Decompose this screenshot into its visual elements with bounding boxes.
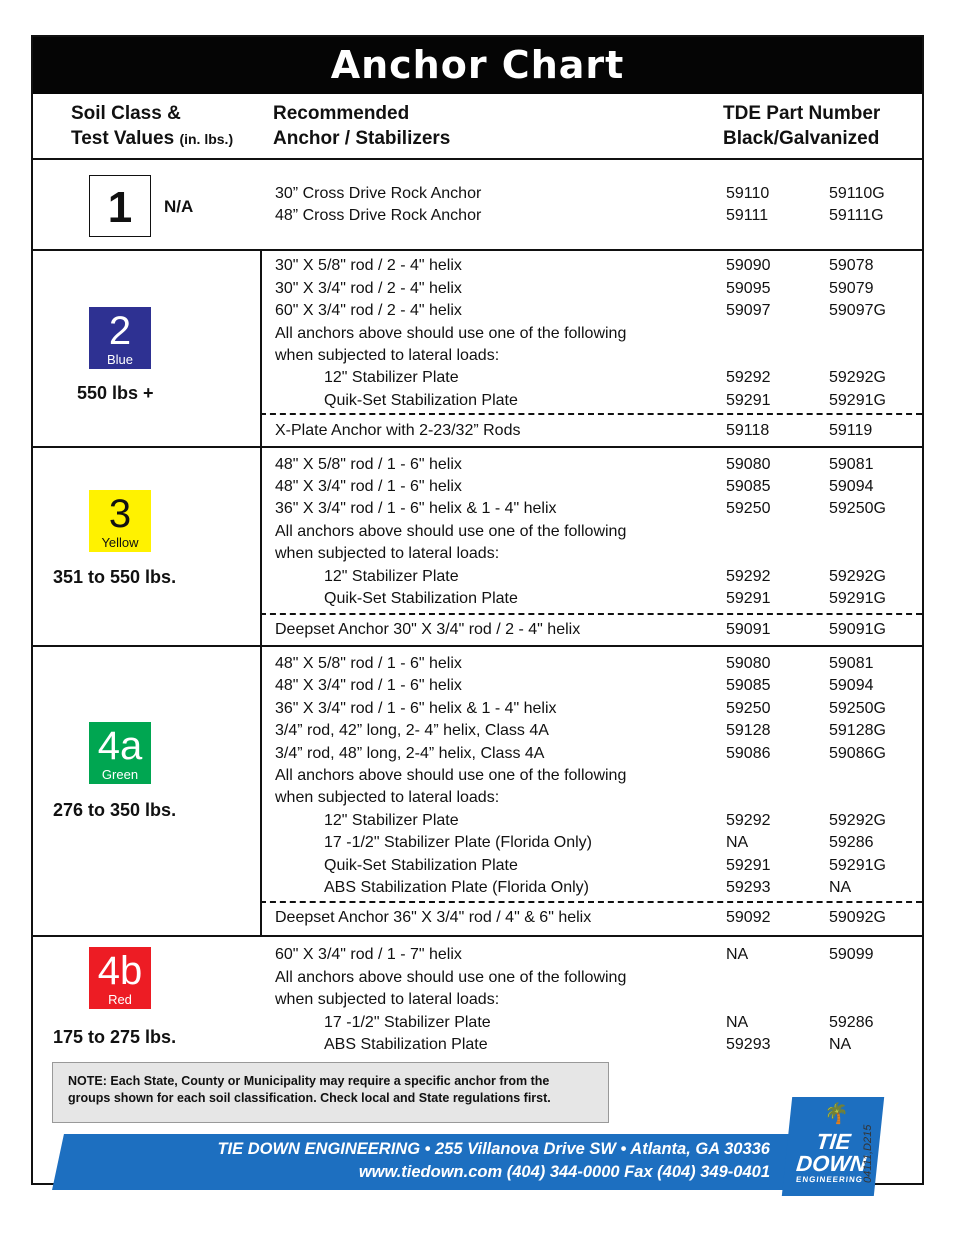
part-number-black: 59292 (726, 568, 771, 585)
dashed-divider (260, 901, 922, 903)
section-rule (260, 447, 262, 645)
soil-class-2-value: 550 lbs + (77, 383, 154, 403)
soil-class-1-value: N/A (164, 197, 194, 216)
anchor-header-line2: Anchor / Stabilizers (273, 128, 451, 149)
part-number-black: 59110 (726, 185, 770, 202)
part-number-galvanized: 59092G (829, 909, 886, 926)
note-line: NOTE: Each State, County or Municipality may require a specific anchor from the (68, 1074, 550, 1088)
anchor-description: All anchors above should use one of the following (275, 523, 627, 540)
anchor-description: 60" X 3/4" rod / 1 - 7" helix (275, 946, 462, 963)
dashed-divider (260, 413, 922, 415)
anchor-row (275, 300, 915, 322)
anchor-description: 30" X 3/4" rod / 2 - 4" helix (275, 280, 462, 297)
anchor-description: 30" X 5/8" rod / 2 - 4" helix (275, 257, 462, 274)
section-divider (33, 935, 922, 937)
part-number-black: 59128 (726, 722, 771, 739)
anchor-row (275, 566, 915, 588)
part-number-galvanized: 59286 (829, 834, 874, 851)
palm-tree-icon: 🌴 (822, 1103, 851, 1125)
part-header-line1: TDE Part Number (723, 103, 881, 124)
part-number-black: 59111 (726, 207, 769, 224)
anchor-description: ABS Stabilization Plate (324, 1036, 488, 1053)
anchor-row (275, 498, 915, 520)
anchor-description: X-Plate Anchor with 2-23/32” Rods (275, 422, 521, 439)
part-number-black: 59293 (726, 879, 771, 896)
anchor-description: ABS Stabilization Plate (Florida Only) (324, 879, 589, 896)
header-divider (33, 158, 922, 160)
part-number-galvanized: 59079 (829, 280, 874, 297)
part-number-black: 59090 (726, 257, 771, 274)
anchor-description: Quik-Set Stabilization Plate (324, 857, 518, 874)
part-number-galvanized: 59081 (829, 456, 874, 473)
note-line: groups shown for each soil classification. Check local and State regulations first. (68, 1091, 551, 1105)
anchor-row (275, 323, 915, 345)
soil-class-4b-badge (89, 947, 151, 1009)
anchor-row (275, 521, 915, 543)
part-number-black: 59086 (726, 745, 771, 762)
part-number-black: NA (726, 834, 749, 851)
part-number-galvanized: 59119 (829, 422, 873, 439)
anchor-row (275, 420, 915, 442)
soil-header-unit: (in. lbs.) (179, 131, 234, 147)
section-divider (33, 249, 922, 251)
soil-class-number: 2 (108, 309, 132, 353)
part-number-black: 59080 (726, 655, 771, 672)
soil-class-4a-value: 276 to 350 lbs. (53, 800, 177, 820)
soil-class-3-badge (89, 490, 151, 552)
anchor-row (275, 205, 915, 227)
part-number-black: 59085 (726, 677, 771, 694)
anchor-row (275, 967, 915, 989)
anchor-row (275, 454, 915, 476)
part-number-galvanized: 59292G (829, 369, 886, 386)
part-number-black: 59250 (726, 700, 771, 717)
part-number-galvanized: 59078 (829, 257, 874, 274)
part-number-black: 59092 (726, 909, 771, 926)
anchor-description: Deepset Anchor 36" X 3/4" rod / 4" & 6" helix (275, 909, 592, 926)
logo-line: TIE (815, 1129, 852, 1154)
part-number-galvanized: 59086G (829, 745, 886, 762)
anchor-row (275, 183, 915, 205)
part-number-galvanized: 59286 (829, 1014, 874, 1031)
part-number-black: 59293 (726, 1036, 771, 1053)
anchor-description: 48" X 5/8" rod / 1 - 6" helix (275, 456, 462, 473)
section-rule (260, 250, 262, 446)
anchor-description: when subjected to lateral loads: (275, 545, 500, 562)
part-number-black: 59250 (726, 500, 771, 517)
anchor-row (275, 743, 915, 765)
soil-class-header (71, 101, 233, 152)
part-number-galvanized: 59091G (829, 621, 886, 638)
part-number-black: 59118 (726, 422, 770, 439)
part-number-galvanized: 59099 (829, 946, 874, 963)
soil-class-1-badge (89, 175, 151, 237)
part-number-galvanized: 59292G (829, 568, 886, 585)
part-number-galvanized: 59292G (829, 812, 886, 829)
anchor-description: 48" X 3/4" rod / 1 - 6" helix (275, 677, 462, 694)
part-number-black: 59091 (726, 621, 771, 638)
page-title: Anchor Chart (33, 37, 922, 94)
anchor-description: 36" X 3/4" rod / 1 - 6" helix & 1 - 4" helix (275, 500, 557, 517)
soil-class-number: 3 (108, 492, 132, 536)
part-number-galvanized: 59250G (829, 500, 886, 517)
anchor-description: 36" X 3/4" rod / 1 - 6" helix & 1 - 4" helix (275, 700, 557, 717)
anchor-row (275, 619, 915, 641)
part-number-galvanized: 59291G (829, 392, 886, 409)
anchor-row (275, 787, 915, 809)
regulation-note (52, 1062, 609, 1123)
anchor-row (275, 832, 915, 854)
soil-header-line1: Soil Class & (71, 103, 181, 124)
part-number-header (723, 101, 880, 151)
anchor-row (275, 855, 915, 877)
anchor-row (275, 675, 915, 697)
part-number-black: 59291 (726, 857, 771, 874)
soil-class-color: Yellow (101, 535, 139, 550)
soil-class-number: 4a (97, 724, 143, 768)
part-number-galvanized: NA (829, 879, 852, 896)
anchor-row (275, 877, 915, 899)
section-divider (33, 446, 922, 448)
soil-header-line2 (71, 126, 233, 152)
anchor-header (273, 101, 450, 151)
footer-address: TIE DOWN ENGINEERING • 255 Villanova Drive SW • Atlanta, GA 30336 (217, 1140, 770, 1158)
soil-class-4b-value: 175 to 275 lbs. (53, 1027, 177, 1047)
part-number-black: NA (726, 1014, 749, 1031)
part-number-galvanized: 59110G (829, 185, 885, 202)
part-number-black: 59291 (726, 392, 771, 409)
anchor-row (275, 345, 915, 367)
section-divider (33, 645, 922, 647)
anchor-row (275, 255, 915, 277)
part-number-black: 59095 (726, 280, 771, 297)
part-number-galvanized: 59291G (829, 590, 886, 607)
anchor-description: 48" X 3/4" rod / 1 - 6" helix (275, 478, 462, 495)
part-number-black: 59097 (726, 302, 771, 319)
part-number-black: 59080 (726, 456, 771, 473)
anchor-row (275, 720, 915, 742)
anchor-row (275, 1034, 915, 1056)
soil-class-color: Green (101, 767, 139, 782)
document-id: 04111,D215 (862, 1124, 874, 1183)
part-number-black: 59292 (726, 369, 771, 386)
soil-class-color: Red (108, 992, 132, 1007)
anchor-description: 30” Cross Drive Rock Anchor (275, 185, 482, 202)
anchor-description: when subjected to lateral loads: (275, 789, 500, 806)
anchor-description: 17 -1/2" Stabilizer Plate (Florida Only) (324, 834, 593, 851)
part-number-galvanized: 59128G (829, 722, 886, 739)
anchor-row (275, 810, 915, 832)
anchor-description: when subjected to lateral loads: (275, 347, 500, 364)
part-number-black: NA (726, 946, 749, 963)
anchor-header-line1: Recommended (273, 103, 410, 124)
section-rule (260, 646, 262, 935)
part-number-galvanized: 59097G (829, 302, 886, 319)
anchor-description: 12" Stabilizer Plate (324, 812, 459, 829)
anchor-row (275, 543, 915, 565)
part-number-black: 59085 (726, 478, 771, 495)
anchor-description: Deepset Anchor 30" X 3/4" rod / 2 - 4" helix (275, 621, 581, 638)
part-number-galvanized: 59094 (829, 677, 874, 694)
soil-class-4a-badge (89, 722, 151, 784)
anchor-row (275, 278, 915, 300)
part-number-black: 59291 (726, 590, 771, 607)
anchor-row (275, 944, 915, 966)
part-header-line2: Black/Galvanized (723, 128, 880, 149)
anchor-description: Quik-Set Stabilization Plate (324, 590, 518, 607)
soil-class-2-badge (89, 307, 151, 369)
footer-contact: www.tiedown.com (404) 344-0000 Fax (404) 349-0401 (358, 1163, 770, 1181)
anchor-description: All anchors above should use one of the following (275, 325, 627, 342)
soil-class-3-value: 351 to 550 lbs. (53, 567, 177, 587)
anchor-row (275, 1012, 915, 1034)
anchor-row (275, 765, 915, 787)
part-number-black: 59292 (726, 812, 771, 829)
logo-line: DOWN (795, 1151, 868, 1176)
soil-class-color: Blue (106, 352, 134, 367)
anchor-description: when subjected to lateral loads: (275, 991, 500, 1008)
anchor-row (275, 476, 915, 498)
soil-header-label: Test Values (71, 128, 175, 149)
anchor-row (275, 367, 915, 389)
anchor-chart (31, 35, 924, 1185)
dashed-divider (260, 613, 922, 615)
anchor-description: 3/4” rod, 48” long, 2-4” helix, Class 4A (275, 745, 545, 762)
anchor-description: 48" X 5/8" rod / 1 - 6" helix (275, 655, 462, 672)
part-number-galvanized: 59291G (829, 857, 886, 874)
anchor-description: 12" Stabilizer Plate (324, 568, 459, 585)
soil-class-number: 4b (97, 949, 143, 993)
anchor-description: 3/4” rod, 42” long, 2- 4” helix, Class 4A (275, 722, 549, 739)
anchor-description: Quik-Set Stabilization Plate (324, 392, 518, 409)
anchor-description: 17 -1/2" Stabilizer Plate (324, 1014, 491, 1031)
anchor-description: All anchors above should use one of the following (275, 969, 627, 986)
logo-line: ENGINEERING (795, 1175, 864, 1184)
anchor-row (275, 390, 915, 412)
anchor-row (275, 698, 915, 720)
anchor-description: 48” Cross Drive Rock Anchor (275, 207, 482, 224)
anchor-row (275, 989, 915, 1011)
part-number-galvanized: 59081 (829, 655, 874, 672)
anchor-row (275, 588, 915, 610)
anchor-description: 60" X 3/4" rod / 2 - 4" helix (275, 302, 462, 319)
anchor-description: 12" Stabilizer Plate (324, 369, 459, 386)
anchor-row (275, 653, 915, 675)
anchor-description: All anchors above should use one of the following (275, 767, 627, 784)
soil-class-number: 1 (107, 183, 133, 232)
anchor-row (275, 907, 915, 929)
part-number-galvanized: 59250G (829, 700, 886, 717)
part-number-galvanized: NA (829, 1036, 852, 1053)
part-number-galvanized: 59111G (829, 207, 884, 224)
part-number-galvanized: 59094 (829, 478, 874, 495)
